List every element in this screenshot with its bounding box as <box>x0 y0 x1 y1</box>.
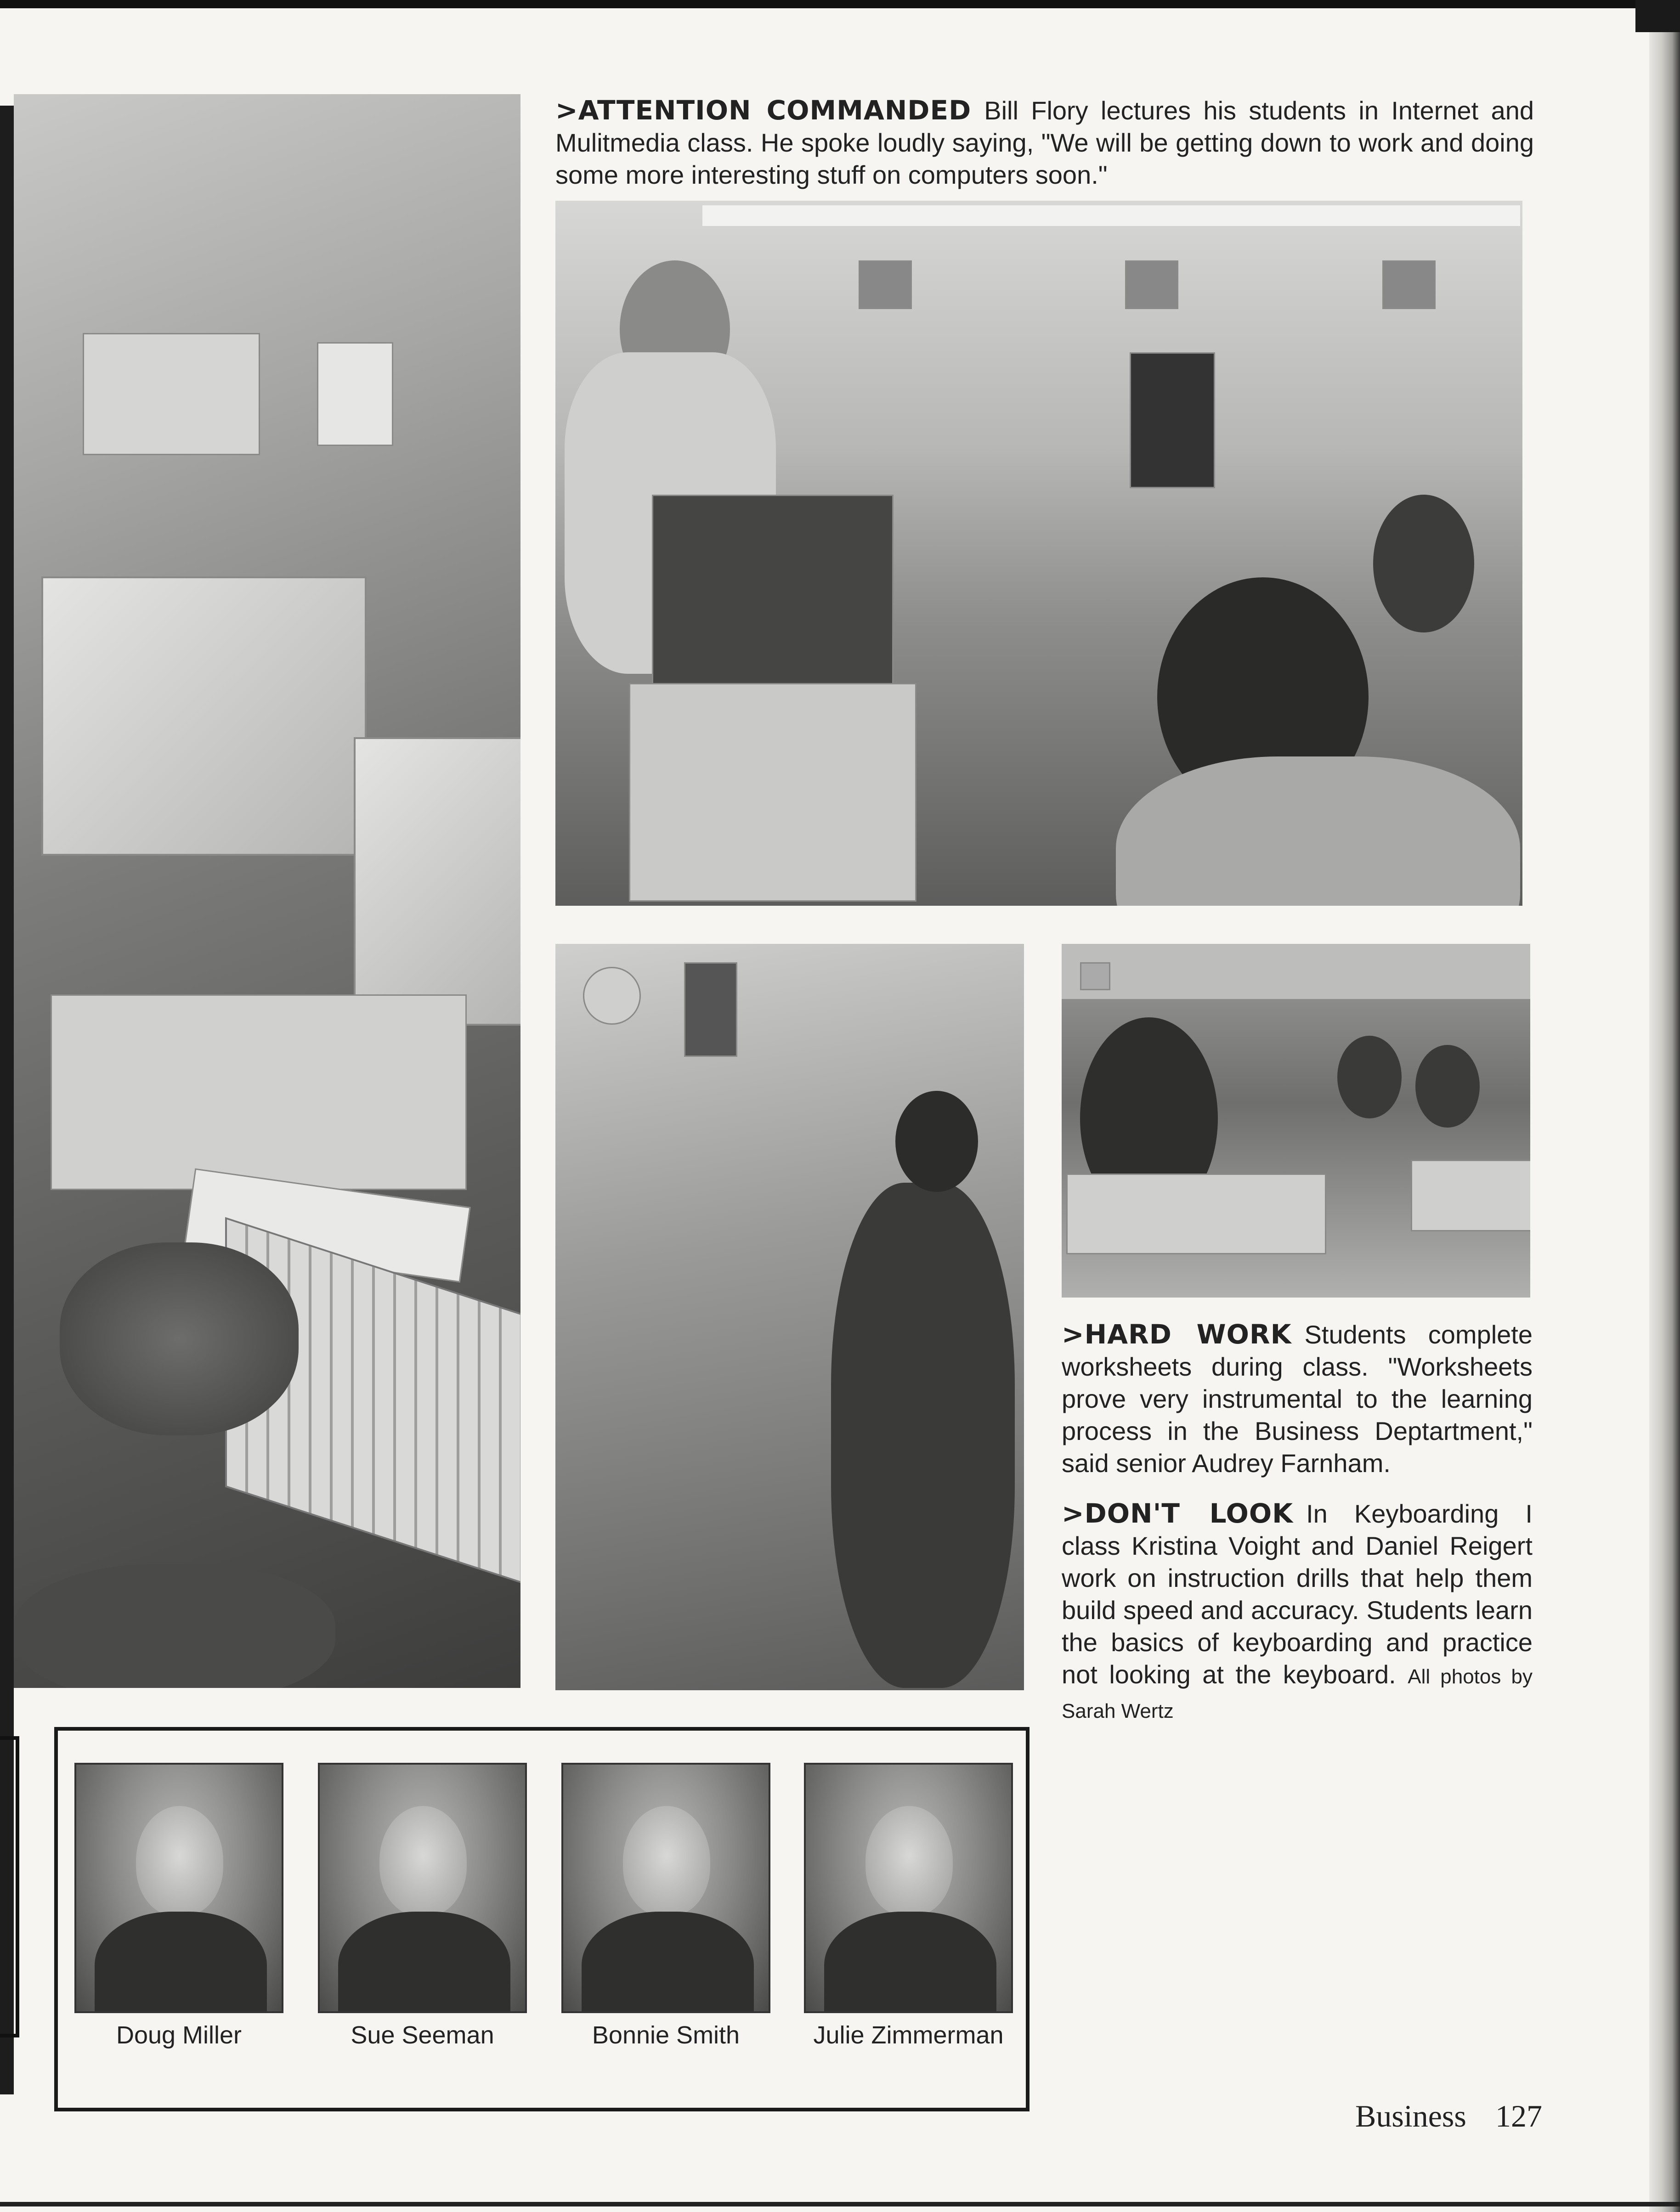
wall-vent <box>1382 260 1436 309</box>
photo-classroom-worksheets <box>1062 944 1530 1298</box>
portrait-photo <box>318 1763 527 2013</box>
typing-hand <box>60 1242 299 1435</box>
bottom-page-rule <box>0 2202 1680 2206</box>
teacher-desk <box>629 683 916 902</box>
caption-dont-look <box>1062 1497 1533 1727</box>
caption-body: In Keyboarding I class Kristina Voight and Daniel Reigert work on instruction drills that help them build speed and accuracy. Students learn the basics of keyboarding and practice not looking at the keyboard. <box>1062 1499 1533 1689</box>
ceiling-light <box>702 205 1520 226</box>
caption-hard-work <box>1062 1318 1533 1479</box>
caption-body: Bill Flory lectures his students in Internet and Mulitmedia class. He spoke loudly saying, "We will be getting down to work and doing some more interesting stuff on computers soon." <box>555 96 1534 189</box>
caption-heading: >ATTENTION COMMANDED <box>555 95 972 126</box>
caption-body: Students complete worksheets during class. "Worksheets prove very instrumental to the learning process in the Business Deptartment," said senior Audrey Farnham. <box>1062 1320 1533 1478</box>
portrait-name: Doug Miller <box>116 2021 242 2049</box>
student-shoulder <box>1116 756 1520 906</box>
caption-attention-commanded <box>555 94 1534 191</box>
portrait-shoulders <box>582 1912 754 2013</box>
arm <box>14 1564 335 1688</box>
portrait-shoulders <box>824 1912 996 2013</box>
computer-monitor <box>555 1242 675 1435</box>
portrait-face <box>865 1806 953 1916</box>
portrait-photo <box>561 1763 770 2013</box>
top-page-rule <box>0 0 1680 8</box>
student-background <box>1373 495 1474 632</box>
portrait-name: Sue Seeman <box>351 2021 494 2049</box>
left-margin-bracket <box>0 1736 19 2037</box>
portrait-photo <box>804 1763 1013 2013</box>
portrait-face <box>136 1806 223 1916</box>
photo-keyboarding-closeup <box>14 94 520 1688</box>
student-typing <box>831 1183 1015 1688</box>
student-background <box>1337 1036 1402 1118</box>
section-label: Business <box>1355 2099 1466 2133</box>
classroom-desk <box>1066 1174 1326 1254</box>
wall-poster <box>684 962 737 1057</box>
computer-tower <box>51 994 467 1190</box>
portrait-photo <box>74 1763 283 2013</box>
student-background <box>1415 1045 1480 1128</box>
wall-sign <box>1080 962 1110 990</box>
photo-bill-flory-lecture <box>555 201 1522 906</box>
caption-heading: >DON'T LOOK <box>1062 1498 1294 1529</box>
photo-keyboarding-lab <box>555 944 1024 1690</box>
scan-corner-shadow <box>1635 0 1680 32</box>
wall-clock <box>583 967 641 1025</box>
wall-poster <box>1130 352 1215 488</box>
portrait-face <box>379 1806 467 1916</box>
computer-monitor <box>354 737 520 1026</box>
portrait-shoulders <box>338 1912 510 2013</box>
classroom-desk <box>1411 1160 1530 1231</box>
photo-credit: All photos by Sarah Wertz <box>1062 1665 1533 1722</box>
computer-monitor <box>41 576 367 856</box>
portrait-name: Julie Zimmerman <box>813 2021 1004 2049</box>
student-head <box>895 1091 978 1192</box>
wall-vent <box>1125 260 1178 309</box>
portrait-face <box>623 1806 710 1916</box>
portrait-name: Bonnie Smith <box>592 2021 740 2049</box>
page-number: 127 <box>1495 2099 1542 2133</box>
wall-vent <box>859 260 912 309</box>
portrait-shoulders <box>95 1912 267 2013</box>
caption-heading: >HARD WORK <box>1062 1319 1292 1350</box>
wall-top <box>1062 944 1530 999</box>
book-spine-edge <box>1649 0 1680 2212</box>
wall-poster <box>317 342 393 446</box>
computer-monitor <box>555 1435 647 1564</box>
keyboard <box>555 1543 670 1690</box>
wall-sign <box>83 333 260 455</box>
